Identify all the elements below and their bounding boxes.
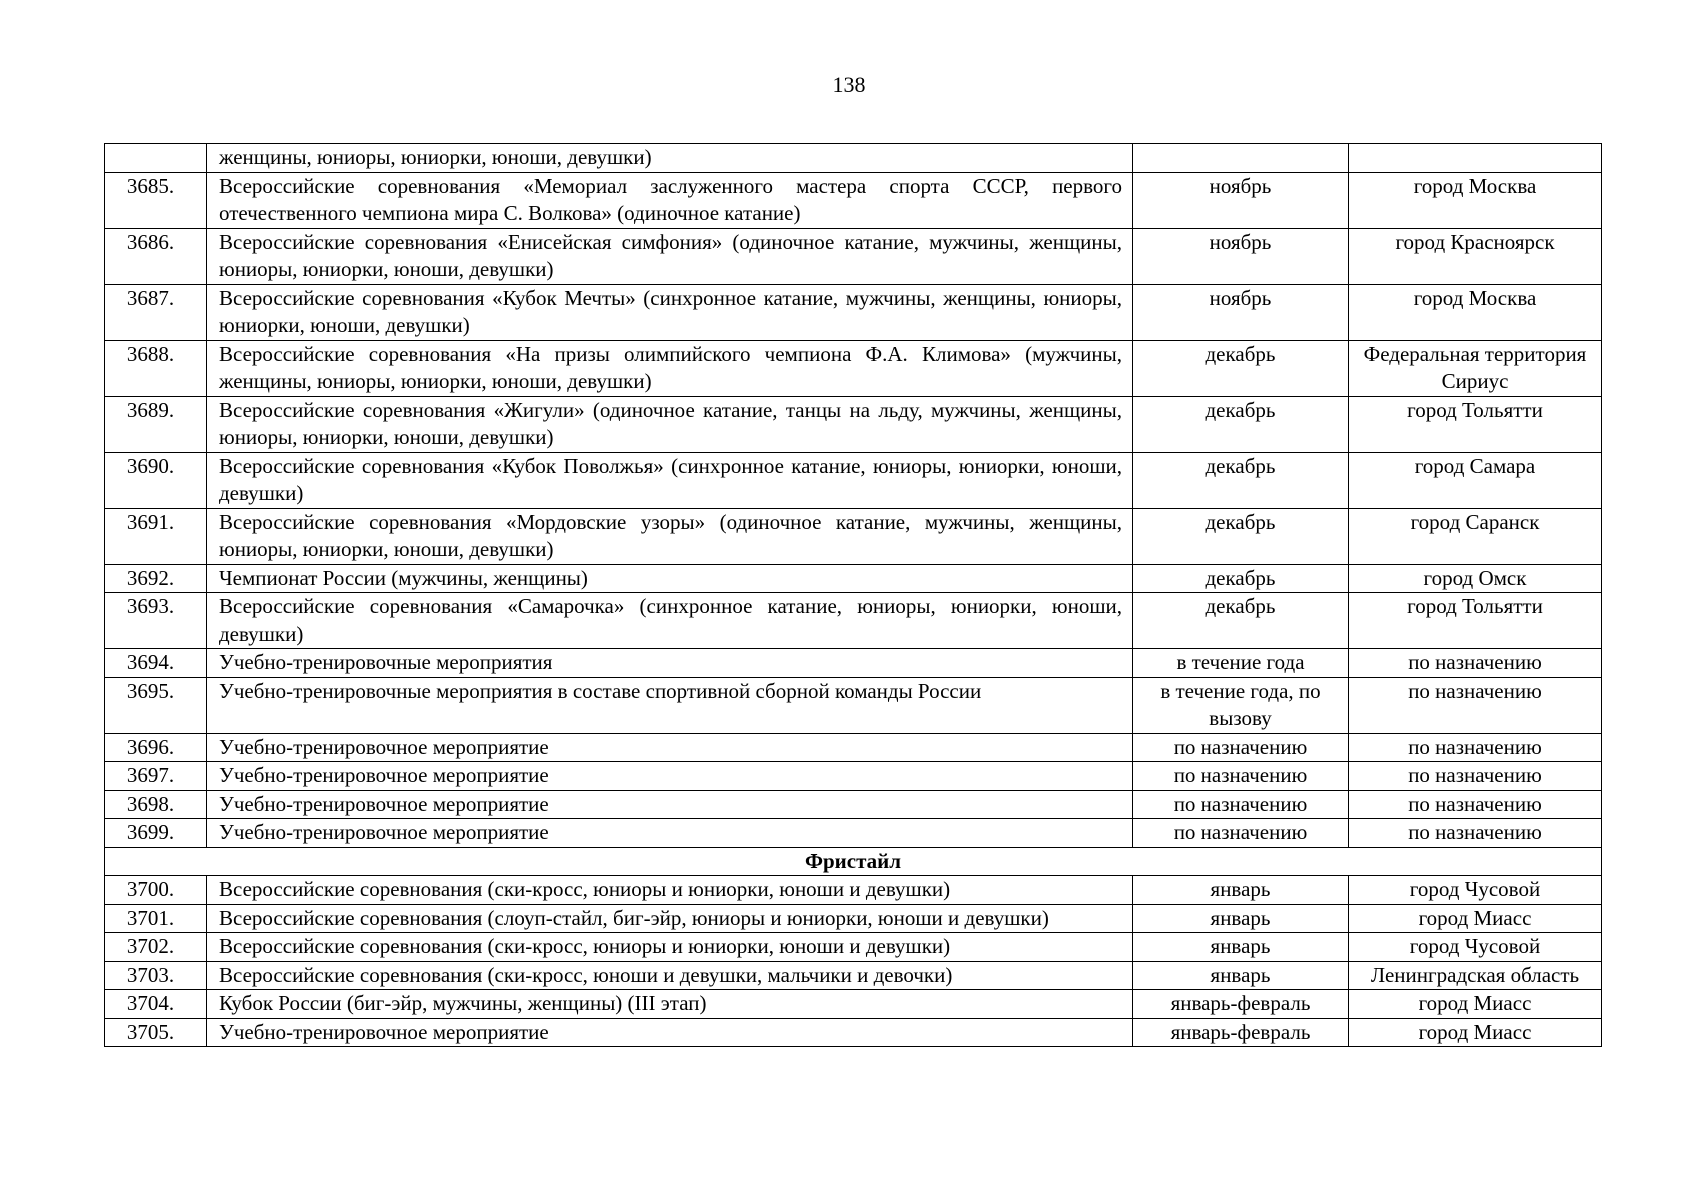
event-name-cell: женщины, юниоры, юниорки, юноши, девушки) — [207, 144, 1133, 173]
row-number-cell: 3703. — [105, 961, 207, 990]
table-row — [105, 762, 1602, 791]
section-title: Фристайл — [105, 847, 1602, 876]
event-place-cell: город Чусовой — [1349, 933, 1602, 962]
table-row — [105, 452, 1602, 508]
event-name-cell: Учебно-тренировочные мероприятия в составе спортивной сборной команды России — [207, 677, 1133, 733]
event-name-cell: Всероссийские соревнования (ски-кросс, юниоры и юниорки, юноши и девушки) — [207, 876, 1133, 905]
event-name-cell: Всероссийские соревнования «На призы олимпийского чемпиона Ф.А. Климова» (мужчины, женщины, юниоры, юниорки, юноши, девушки) — [207, 340, 1133, 396]
event-date-cell: январь-февраль — [1133, 990, 1349, 1019]
event-date-cell: январь-февраль — [1133, 1018, 1349, 1047]
table-row — [105, 904, 1602, 933]
row-number-cell: 3700. — [105, 876, 207, 905]
event-date-cell: по назначению — [1133, 790, 1349, 819]
event-name-cell: Всероссийские соревнования (ски-кросс, юниоры и юниорки, юноши и девушки) — [207, 933, 1133, 962]
table-row — [105, 933, 1602, 962]
event-place-cell: город Тольятти — [1349, 396, 1602, 452]
row-number-cell: 3702. — [105, 933, 207, 962]
event-date-cell: январь — [1133, 904, 1349, 933]
row-number-cell: 3687. — [105, 284, 207, 340]
event-date-cell: декабрь — [1133, 340, 1349, 396]
table-row — [105, 564, 1602, 593]
table-row — [105, 990, 1602, 1019]
table-row — [105, 961, 1602, 990]
event-date-cell: по назначению — [1133, 762, 1349, 791]
event-place-cell: город Чусовой — [1349, 876, 1602, 905]
row-number-cell: 3698. — [105, 790, 207, 819]
event-name-cell: Учебно-тренировочное мероприятие — [207, 819, 1133, 848]
event-date-cell: декабрь — [1133, 508, 1349, 564]
row-number-cell: 3690. — [105, 452, 207, 508]
row-number-cell: 3685. — [105, 172, 207, 228]
event-date-cell: ноябрь — [1133, 284, 1349, 340]
event-place-cell: по назначению — [1349, 733, 1602, 762]
row-number-cell: 3691. — [105, 508, 207, 564]
row-number-cell: 3694. — [105, 649, 207, 678]
event-date-cell: в течение года, по вызову — [1133, 677, 1349, 733]
row-number-cell: 3688. — [105, 340, 207, 396]
event-date-cell — [1133, 144, 1349, 173]
event-place-cell: Федеральная территория Сириус — [1349, 340, 1602, 396]
event-name-cell: Учебно-тренировочное мероприятие — [207, 733, 1133, 762]
event-name-cell: Учебно-тренировочное мероприятие — [207, 762, 1133, 791]
row-number-cell: 3697. — [105, 762, 207, 791]
table-row — [105, 790, 1602, 819]
event-place-cell: город Красноярск — [1349, 228, 1602, 284]
table-row — [105, 396, 1602, 452]
table-row — [105, 284, 1602, 340]
event-name-cell: Всероссийские соревнования «Кубок Мечты» (синхронное катание, мужчины, женщины, юниоры, юниорки, юноши, девушки) — [207, 284, 1133, 340]
event-name-cell: Всероссийские соревнования (ски-кросс, юноши и девушки, мальчики и девочки) — [207, 961, 1133, 990]
event-place-cell: по назначению — [1349, 762, 1602, 791]
table-row — [105, 340, 1602, 396]
event-name-cell: Всероссийские соревнования «Мордовские узоры» (одиночное катание, мужчины, женщины, юниоры, юниорки, юноши, девушки) — [207, 508, 1133, 564]
event-name-cell: Учебно-тренировочные мероприятия — [207, 649, 1133, 678]
event-place-cell: город Самара — [1349, 452, 1602, 508]
event-date-cell: январь — [1133, 961, 1349, 990]
row-number-cell — [105, 144, 207, 173]
row-number-cell: 3692. — [105, 564, 207, 593]
event-date-cell: ноябрь — [1133, 172, 1349, 228]
event-place-cell: по назначению — [1349, 819, 1602, 848]
event-name-cell: Всероссийские соревнования «Самарочка» (синхронное катание, юниоры, юниорки, юноши, девушки) — [207, 593, 1133, 649]
event-name-cell: Всероссийские соревнования «Жигули» (одиночное катание, танцы на льду, мужчины, женщины, юниоры, юниорки, юноши, девушки) — [207, 396, 1133, 452]
row-number-cell: 3701. — [105, 904, 207, 933]
page-number: 138 — [832, 72, 866, 97]
event-place-cell: город Омск — [1349, 564, 1602, 593]
table-row — [105, 144, 1602, 173]
table-row — [105, 593, 1602, 649]
table-row — [105, 819, 1602, 848]
event-name-cell: Всероссийские соревнования «Енисейская симфония» (одиночное катание, мужчины, женщины, юниоры, юниорки, юноши, девушки) — [207, 228, 1133, 284]
event-name-cell: Учебно-тренировочное мероприятие — [207, 1018, 1133, 1047]
event-date-cell: декабрь — [1133, 564, 1349, 593]
events-table — [104, 143, 1602, 1047]
row-number-cell: 3689. — [105, 396, 207, 452]
event-place-cell — [1349, 144, 1602, 173]
table-row — [105, 876, 1602, 905]
row-number-cell: 3696. — [105, 733, 207, 762]
event-name-cell: Кубок России (биг-эйр, мужчины, женщины) (III этап) — [207, 990, 1133, 1019]
event-place-cell: город Миасс — [1349, 990, 1602, 1019]
row-number-cell: 3699. — [105, 819, 207, 848]
row-number-cell: 3693. — [105, 593, 207, 649]
events-table-body — [105, 144, 1602, 1047]
event-place-cell: город Москва — [1349, 284, 1602, 340]
table-row — [105, 228, 1602, 284]
table-row — [105, 677, 1602, 733]
event-name-cell: Всероссийские соревнования «Мемориал заслуженного мастера спорта СССР, первого отечественного чемпиона мира С. Волкова» (одиночное катание) — [207, 172, 1133, 228]
event-name-cell: Учебно-тренировочное мероприятие — [207, 790, 1133, 819]
row-number-cell: 3704. — [105, 990, 207, 1019]
event-place-cell: город Москва — [1349, 172, 1602, 228]
table-row — [105, 649, 1602, 678]
event-date-cell: декабрь — [1133, 396, 1349, 452]
row-number-cell: 3705. — [105, 1018, 207, 1047]
section-header-row — [105, 847, 1602, 876]
event-place-cell: город Тольятти — [1349, 593, 1602, 649]
row-number-cell: 3686. — [105, 228, 207, 284]
event-date-cell: в течение года — [1133, 649, 1349, 678]
event-place-cell: город Миасс — [1349, 904, 1602, 933]
table-row — [105, 172, 1602, 228]
event-place-cell: по назначению — [1349, 790, 1602, 819]
event-place-cell: по назначению — [1349, 677, 1602, 733]
event-name-cell: Всероссийские соревнования (слоуп-стайл, биг-эйр, юниоры и юниорки, юноши и девушки) — [207, 904, 1133, 933]
event-date-cell: по назначению — [1133, 733, 1349, 762]
table-row — [105, 733, 1602, 762]
event-name-cell: Чемпионат России (мужчины, женщины) — [207, 564, 1133, 593]
table-row — [105, 1018, 1602, 1047]
event-date-cell: январь — [1133, 876, 1349, 905]
event-name-cell: Всероссийские соревнования «Кубок Поволжья» (синхронное катание, юниоры, юниорки, юноши, девушки) — [207, 452, 1133, 508]
event-place-cell: Ленинградская область — [1349, 961, 1602, 990]
event-date-cell: декабрь — [1133, 452, 1349, 508]
table-row — [105, 508, 1602, 564]
event-place-cell: город Миасс — [1349, 1018, 1602, 1047]
event-date-cell: декабрь — [1133, 593, 1349, 649]
event-date-cell: январь — [1133, 933, 1349, 962]
row-number-cell: 3695. — [105, 677, 207, 733]
event-date-cell: ноябрь — [1133, 228, 1349, 284]
event-place-cell: по назначению — [1349, 649, 1602, 678]
event-date-cell: по назначению — [1133, 819, 1349, 848]
event-place-cell: город Саранск — [1349, 508, 1602, 564]
